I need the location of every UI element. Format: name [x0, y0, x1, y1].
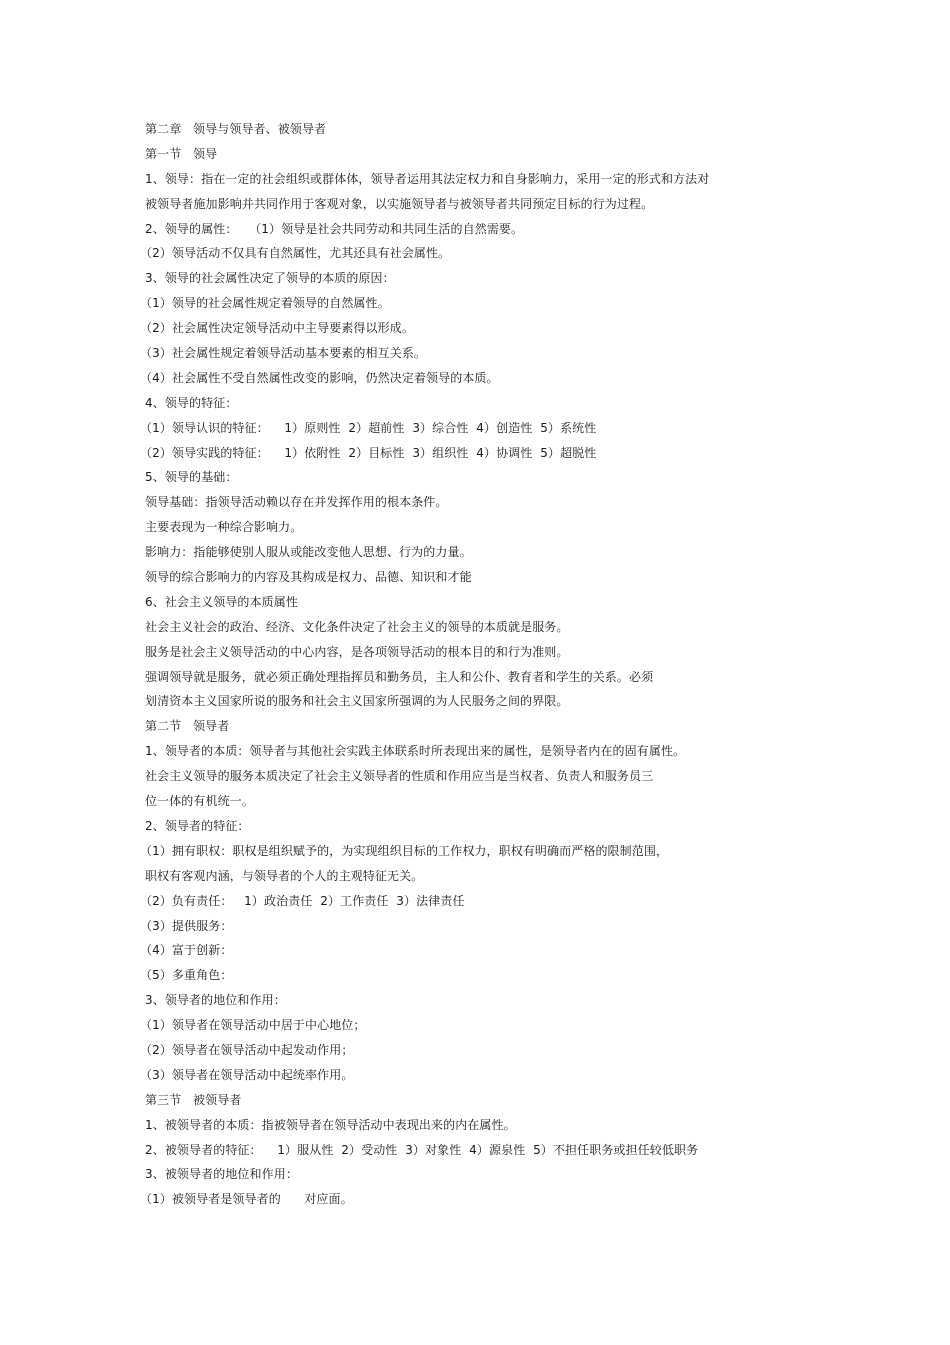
text-line: 3、领导的社会属性决定了领导的本质的原因： [145, 271, 395, 286]
text-line: 6、社会主义领导的本质属性 [145, 594, 298, 609]
text-line: （3）社会属性规定着领导活动基本要素的相互关系。 [140, 346, 427, 361]
text-line: 服务是社会主义领导活动的中心内容，是各项领导活动的根本目的和行为准则。 [145, 644, 569, 659]
section-heading: 第二节 领导者 [145, 719, 230, 734]
text-line: （1）领导认识的特征： 1）原则性 2）超前性 3）综合性 4）创造性 5）系统性 [140, 420, 597, 435]
text-line: 1、领导：指在一定的社会组织或群体体，领导者运用其法定权力和自身影响力，采用一定的形式和方法对 [145, 171, 710, 186]
chapter-title: 第二章 领导与领导者、被领导者 [145, 122, 327, 136]
text-line: 领导基础：指领导活动赖以存在并发挥作用的根本条件。 [145, 495, 448, 510]
text-line: （1）拥有职权：职权是组织赋予的，为实现组织目标的工作权力，职权有明确而严格的限制范围， [140, 843, 669, 858]
text-line: 主要表现为一种综合影响力。 [145, 520, 303, 535]
section-heading: 第三节 被领导者 [145, 1092, 242, 1107]
text-line: 5、领导的基础： [145, 470, 238, 485]
text-line: 4、领导的特征： [145, 395, 238, 410]
text-line: （2）领导者在领导活动中起发动作用； [140, 1042, 354, 1057]
text-line: 3、被领导者的地位和作用： [145, 1167, 298, 1182]
text-line: 强调领导就是服务，就必须正确处理指挥员和勤务员，主人和公仆、教育者和学生的关系。必须 [145, 669, 654, 684]
text-line: （3）领导者在领导活动中起统率作用。 [140, 1067, 354, 1082]
text-line: （4）社会属性不受自然属性改变的影响，仍然决定着领导的本质。 [140, 370, 499, 385]
text-line: （2）负有责任： 1）政治责任 2）工作责任 3）法律责任 [140, 893, 465, 908]
text-line: 被领导者施加影响并共同作用于客观对象，以实施领导者与被领导者共同预定目标的行为过程。 [145, 196, 654, 211]
text-line: 划清资本主义国家所说的服务和社会主义国家所强调的为人民服务之间的界限。 [145, 694, 569, 709]
text-line: （1）领导者在领导活动中居于中心地位； [140, 1018, 366, 1033]
text-line: 3、领导者的地位和作用： [145, 993, 286, 1008]
text-line: （2）领导活动不仅具有自然属性，尤其还具有社会属性。 [140, 246, 451, 261]
section-heading: 第一节 领导 [145, 146, 218, 161]
text-line: 社会主义社会的政治、经济、文化条件决定了社会主义的领导的本质就是服务。 [145, 619, 569, 634]
text-line: （3）提供服务： [140, 918, 233, 933]
text-line: 领导的综合影响力的内容及其构成是权力、品德、知识和才能 [145, 570, 472, 585]
text-line: （4）富于创新： [140, 943, 233, 958]
text-line: 职权有客观内涵，与领导者的个人的主观特征无关。 [145, 868, 424, 883]
text-line: （1）被领导者是领导者的 对应面。 [140, 1192, 353, 1207]
text-line: 影响力：指能够使别人服从或能改变他人思想、行为的力量。 [145, 545, 472, 560]
text-line: 1、领导者的本质：领导者与其他社会实践主体联系时所表现出来的属性，是领导者内在的固有属性。 [145, 744, 686, 759]
text-line: 位一体的有机统一。 [145, 794, 254, 809]
text-line: 社会主义领导的服务本质决定了社会主义领导者的性质和作用应当是当权者、负责人和服务员三 [145, 769, 654, 784]
text-line: （2）领导实践的特征： 1）依附性 2）目标性 3）组织性 4）协调性 5）超脱性 [140, 445, 597, 460]
text-line: （1）领导的社会属性规定着领导的自然属性。 [140, 296, 390, 311]
text-line: （2）社会属性决定领导活动中主导要素得以形成。 [140, 321, 414, 336]
text-line: 1、被领导者的本质：指被领导者在领导活动中表现出来的内在属性。 [145, 1117, 516, 1132]
text-line: 2、领导者的特征： [145, 818, 250, 833]
text-line: 2、领导的属性： （1）领导是社会共同劳动和共同生活的自然需要。 [145, 221, 524, 236]
text-line: （5）多重角色： [140, 968, 233, 983]
document-body [140, 117, 785, 1212]
text-line: 2、被领导者的特征： 1）服从性 2）受动性 3）对象性 4）源泉性 5）不担任职务或担任较低职务 [145, 1142, 699, 1157]
